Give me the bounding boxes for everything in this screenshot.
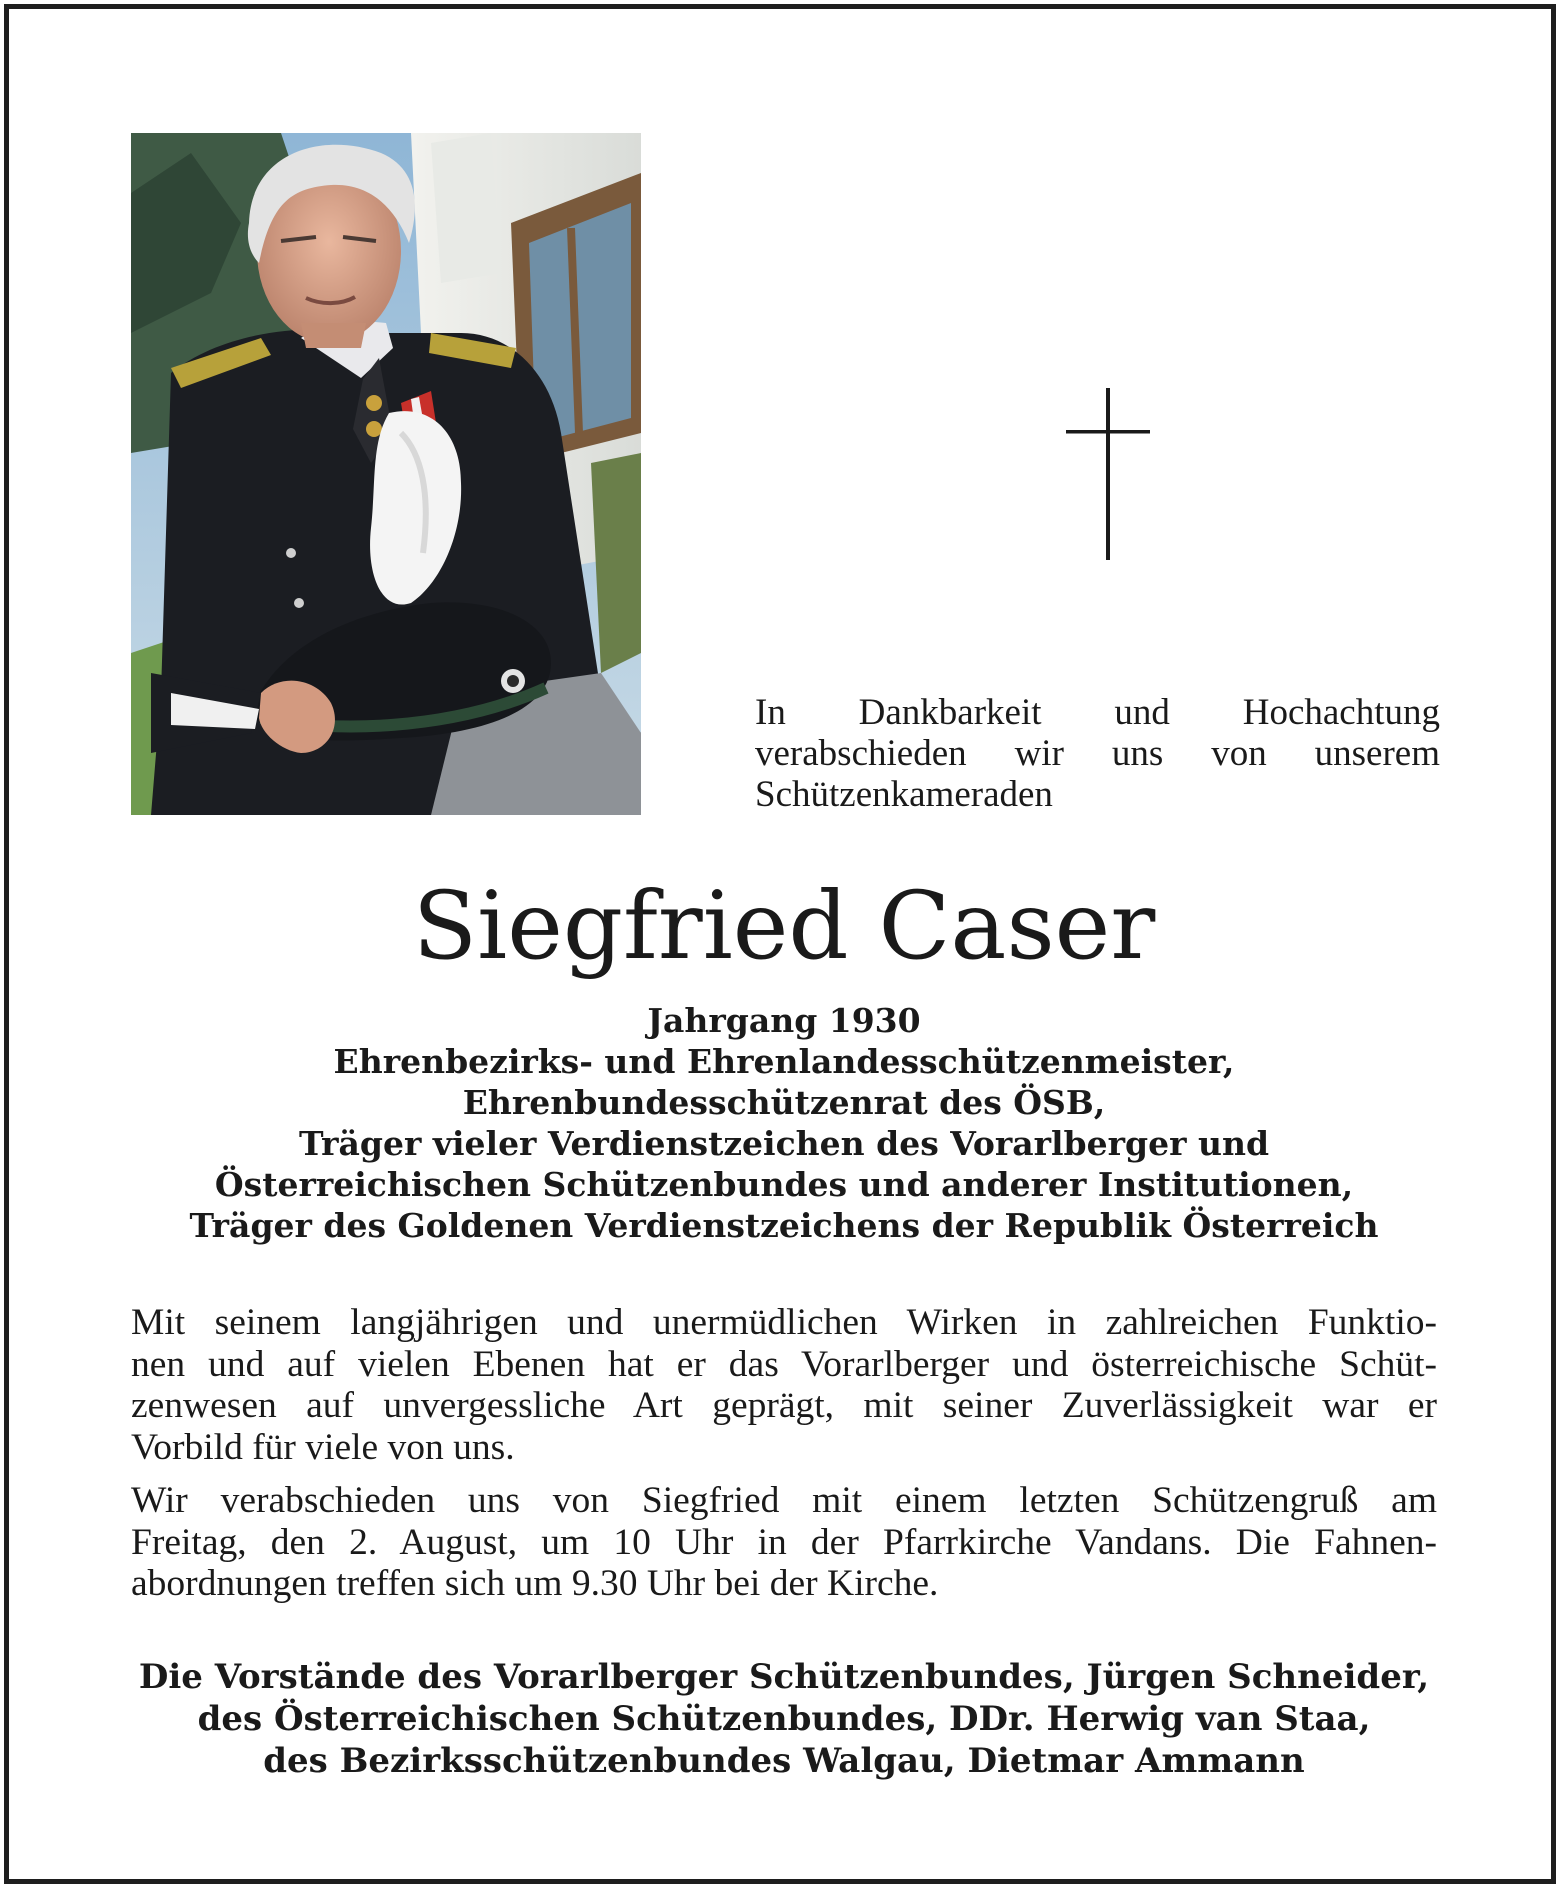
honor-line: Ehrenbezirks- und Ehrenlandesschützenmeister,: [333, 1042, 1235, 1081]
paragraph-line: nen und auf vielen Ebenen hat er das Vorarlberger und österreichische Schüt-: [131, 1343, 1437, 1385]
honor-line: Ehrenbundesschützenrat des ÖSB,: [462, 1083, 1106, 1122]
paragraph-line: Mit seinem langjährigen und unermüdlichen Wirken in zahlreichen Funktio-: [131, 1302, 1437, 1343]
latin-cross-icon: [1066, 388, 1150, 560]
portrait-photo: [131, 133, 641, 815]
paragraph-line: Freitag, den 2. August, um 10 Uhr in der Pfarrkirche Vandans. Die Fahnen-: [131, 1521, 1437, 1563]
paragraph-line: abordnungen treffen sich um 9.30 Uhr bei der Kirche.: [131, 1563, 939, 1604]
honor-line: Österreichischen Schützenbundes und anderer Institutionen,: [214, 1165, 1354, 1204]
funeral-paragraph: [131, 1480, 1437, 1605]
intro-text: [755, 692, 1440, 815]
deceased-name: Siegfried Caser: [412, 872, 1156, 981]
paragraph-line: zenwesen auf unvergessliche Art geprägt, mit seiner Zuverlässigkeit war er: [131, 1385, 1437, 1426]
honor-line: Träger vieler Verdienstzeichen des Vorarlberger und: [298, 1124, 1270, 1163]
signatory-line: Die Vorstände des Vorarlberger Schützenbundes, Jürgen Schneider,: [138, 1657, 1430, 1697]
intro-line: In Dankbarkeit und Hochachtung: [755, 692, 1440, 733]
paragraph-line: Vorbild für viele von uns.: [131, 1426, 515, 1468]
honor-line: Träger des Goldenen Verdienstzeichens der Republik Österreich: [189, 1206, 1379, 1245]
paragraph-line: Wir verabschieden uns von Siegfried mit einem letzten Schützengruß am: [131, 1480, 1437, 1521]
signatory-line: des Österreichischen Schützenbundes, DDr. Herwig van Staa,: [197, 1699, 1371, 1739]
signatories: [60, 1656, 1508, 1782]
intro-line: Schützenkameraden: [755, 774, 1053, 815]
tribute-paragraph: [131, 1302, 1437, 1468]
honor-line: Jahrgang 1930: [647, 1001, 921, 1040]
honors-list: [60, 1000, 1508, 1246]
intro-line: verabschieden wir uns von unserem: [755, 733, 1440, 774]
signatory-line: des Bezirksschützenbundes Walgau, Dietmar Ammann: [263, 1741, 1305, 1781]
